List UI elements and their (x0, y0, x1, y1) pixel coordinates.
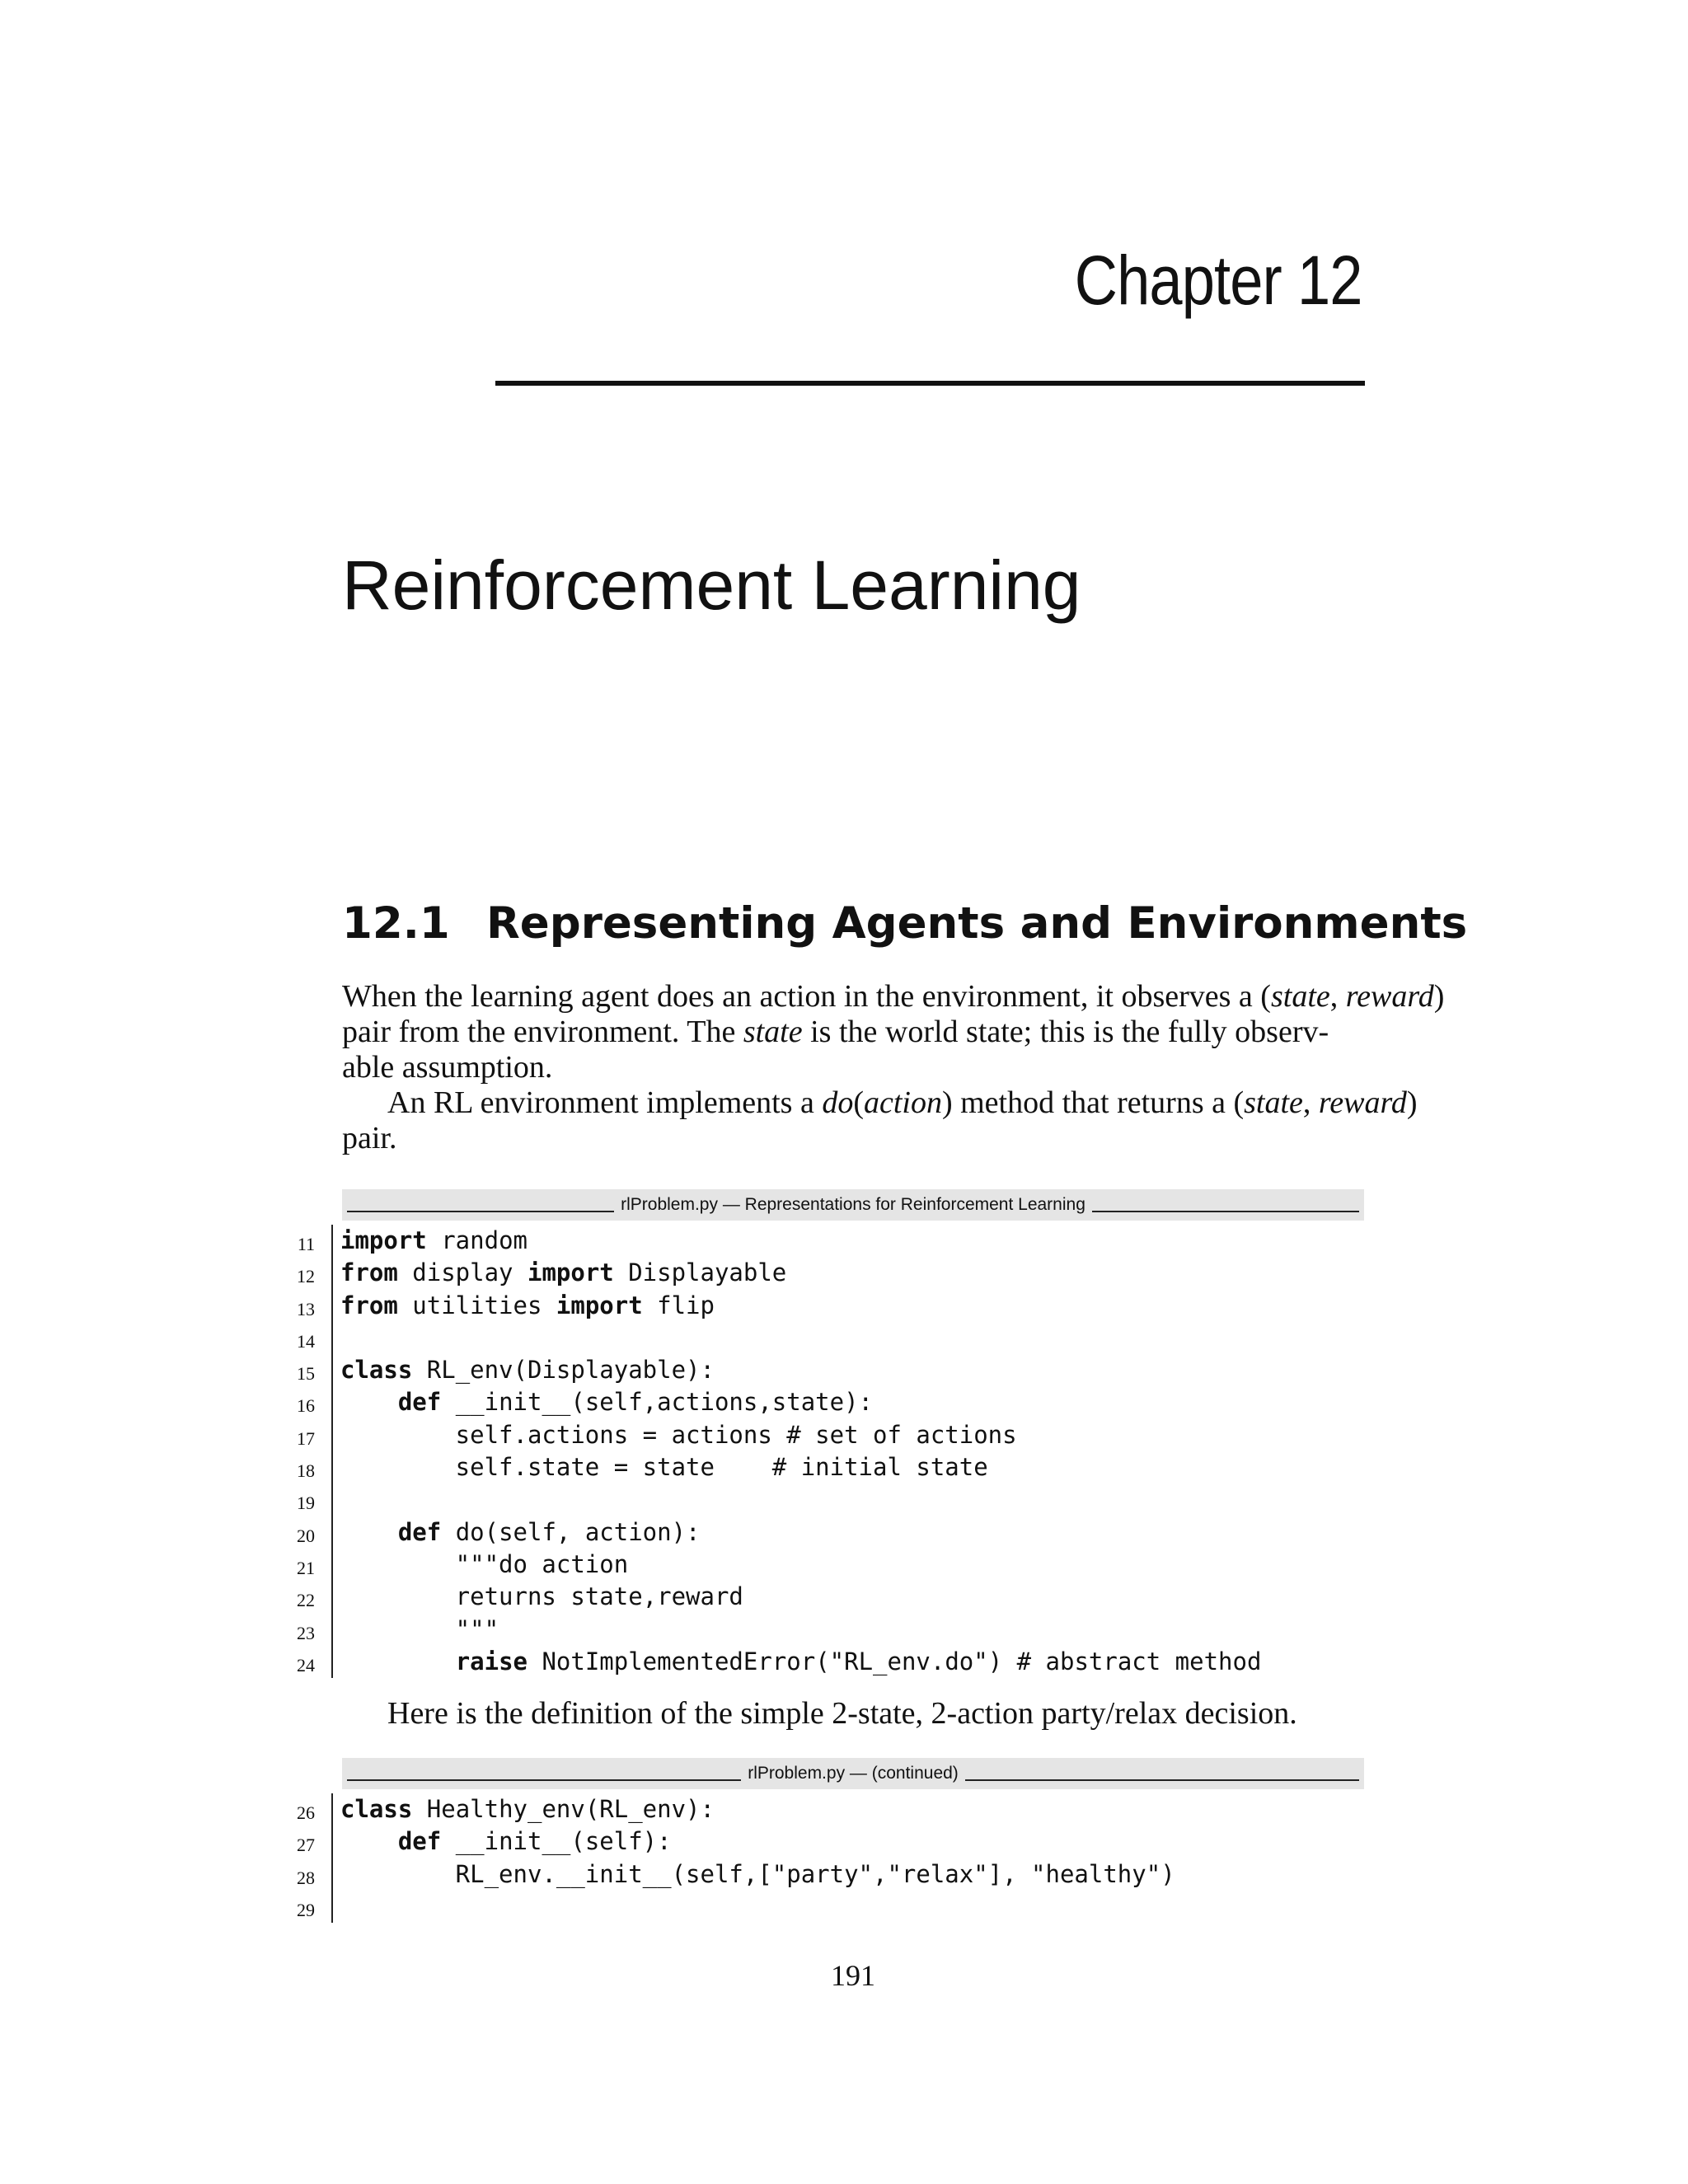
code-text (340, 1257, 786, 1289)
text-run: ( (853, 1085, 864, 1120)
line-number: 24 (297, 1654, 315, 1675)
code-keyword: def (397, 1827, 442, 1856)
code-keyword: raise (455, 1647, 528, 1675)
header-rule-right (965, 1779, 1359, 1781)
code-text (340, 1581, 743, 1613)
code-line (0, 1793, 1688, 1825)
code-text (340, 1549, 628, 1581)
code-token: RL_env.__init__(self,["party","relax"], "healthy") (340, 1859, 1175, 1888)
line-number: 21 (297, 1557, 315, 1578)
code-keyword: class (340, 1795, 413, 1823)
code-token: Displayable (613, 1258, 787, 1287)
line-number: 17 (297, 1427, 315, 1449)
line-number: 12 (297, 1266, 315, 1287)
between-paragraph (342, 1696, 1500, 1732)
header-rule-left (347, 1779, 741, 1781)
listing-title: rlProblem.py — Representations for Reinforcement Learning (621, 1195, 1085, 1214)
line-number: 23 (297, 1622, 315, 1643)
text-line (342, 1015, 1455, 1050)
text-run: ) method that returns a ( (941, 1085, 1245, 1120)
line-number: 16 (297, 1395, 315, 1417)
text-run: An RL environment implements a (387, 1085, 823, 1120)
math-do: do (822, 1085, 854, 1120)
line-number: 18 (297, 1460, 315, 1482)
code-token: Healthy_env(RL_env): (412, 1795, 715, 1823)
code-line (0, 1825, 1688, 1858)
code-line (0, 1257, 1688, 1289)
code-token: RL_env(Displayable): (412, 1356, 715, 1385)
code-listing (0, 1793, 1688, 1923)
code-keyword: from (340, 1291, 398, 1319)
text-run: ) (1406, 1085, 1418, 1120)
math-reward: reward (1318, 1085, 1407, 1120)
math-reward: reward (1345, 979, 1434, 1014)
section-heading (342, 898, 1468, 949)
code-line (0, 1581, 1688, 1613)
text-line (342, 1050, 1455, 1085)
text-run: able assumption. (342, 1050, 553, 1085)
code-token (340, 1647, 456, 1675)
code-line (0, 1614, 1688, 1646)
code-line (0, 1891, 1688, 1923)
code-token: flip (642, 1291, 715, 1319)
code-line (0, 1290, 1688, 1322)
code-text (340, 1419, 1017, 1451)
code-line (0, 1549, 1688, 1581)
line-number: 22 (297, 1590, 315, 1611)
code-line (0, 1516, 1688, 1549)
chapter-label: Chapter 12 (1075, 241, 1362, 319)
code-listing (0, 1225, 1688, 1678)
page-number: 191 (831, 1959, 875, 1992)
text-line: Here is the definition of the simple 2-state, 2-action party/relax decision. (387, 1696, 1297, 1731)
line-number: 19 (297, 1493, 315, 1514)
text-run: ) (1433, 979, 1445, 1014)
listing-header (342, 1758, 1364, 1789)
text-run: is the world state; this is the fully observ- (802, 1015, 1329, 1049)
code-line (0, 1322, 1688, 1354)
code-keyword: def (397, 1517, 442, 1546)
code-keyword: def (397, 1388, 442, 1417)
code-token: returns state,reward (340, 1582, 743, 1611)
text-run: , (1329, 979, 1346, 1014)
line-number: 14 (297, 1330, 315, 1352)
header-rule-right (1092, 1211, 1359, 1212)
code-line (0, 1225, 1688, 1257)
code-keyword: from (340, 1258, 398, 1287)
line-number: 20 (297, 1525, 315, 1546)
code-keyword: import (340, 1226, 427, 1254)
math-action: action (863, 1085, 942, 1120)
listing-header (342, 1189, 1364, 1221)
code-keyword: class (340, 1356, 413, 1385)
listing-title: rlProblem.py — (continued) (748, 1764, 959, 1783)
line-number: 13 (297, 1298, 315, 1319)
code-token: random (426, 1226, 528, 1254)
code-keyword: import (527, 1258, 614, 1287)
code-line (0, 1858, 1688, 1891)
line-number: 27 (297, 1835, 315, 1856)
code-token: """do action (340, 1549, 629, 1578)
code-token: do(self, action): (441, 1517, 701, 1546)
code-text (340, 1646, 1261, 1678)
chapter-rule (495, 381, 1365, 386)
code-text (340, 1451, 988, 1483)
chapter-title: Reinforcement Learning (342, 546, 1081, 624)
code-line (0, 1386, 1688, 1418)
code-token: NotImplementedError("RL_env.do") # abstract method (528, 1647, 1262, 1675)
code-token (340, 1388, 398, 1416)
code-token: __init__(self,actions,state): (441, 1388, 874, 1417)
line-number: 29 (297, 1899, 315, 1920)
section-title: Representing Agents and Environments (486, 898, 1468, 949)
emph-state: state (743, 1015, 803, 1049)
code-text (340, 1386, 873, 1418)
text-run: , (1302, 1085, 1319, 1120)
code-line (0, 1354, 1688, 1386)
code-line (0, 1483, 1688, 1516)
code-text (340, 1793, 715, 1825)
code-text (340, 1290, 715, 1322)
text-run: pair from the environment. The (342, 1015, 743, 1049)
code-text (340, 1825, 672, 1858)
text-line (342, 979, 1455, 1015)
header-rule-left (347, 1211, 614, 1212)
section-number: 12.1 (342, 898, 450, 949)
code-token (340, 1518, 398, 1546)
math-state: state (1244, 1085, 1303, 1120)
code-token: """ (340, 1615, 499, 1643)
code-token: self.state = state # initial state (340, 1453, 988, 1482)
line-number: 28 (297, 1867, 315, 1888)
code-keyword: import (556, 1291, 643, 1319)
code-line (0, 1646, 1688, 1678)
code-text (340, 1614, 499, 1646)
text-run: When the learning agent does an action in the environment, it observes a ( (342, 979, 1271, 1014)
intro-paragraph (342, 979, 1455, 1156)
math-state: state (1270, 979, 1330, 1014)
code-token: display (397, 1258, 528, 1287)
code-text (340, 1858, 1175, 1891)
text-line (342, 1121, 1455, 1156)
text-line (342, 1085, 1455, 1121)
code-line (0, 1451, 1688, 1483)
code-text (340, 1225, 528, 1257)
code-line (0, 1419, 1688, 1451)
code-token (340, 1827, 398, 1855)
code-text (340, 1516, 701, 1549)
line-number: 11 (297, 1234, 315, 1254)
code-text (340, 1354, 715, 1386)
line-number: 15 (297, 1363, 315, 1385)
code-token: __init__(self): (441, 1827, 672, 1856)
code-token: self.actions = actions # set of actions (340, 1420, 1017, 1449)
code-token: utilities (397, 1291, 556, 1319)
text-run: pair. (342, 1121, 397, 1155)
line-number: 26 (297, 1802, 315, 1823)
